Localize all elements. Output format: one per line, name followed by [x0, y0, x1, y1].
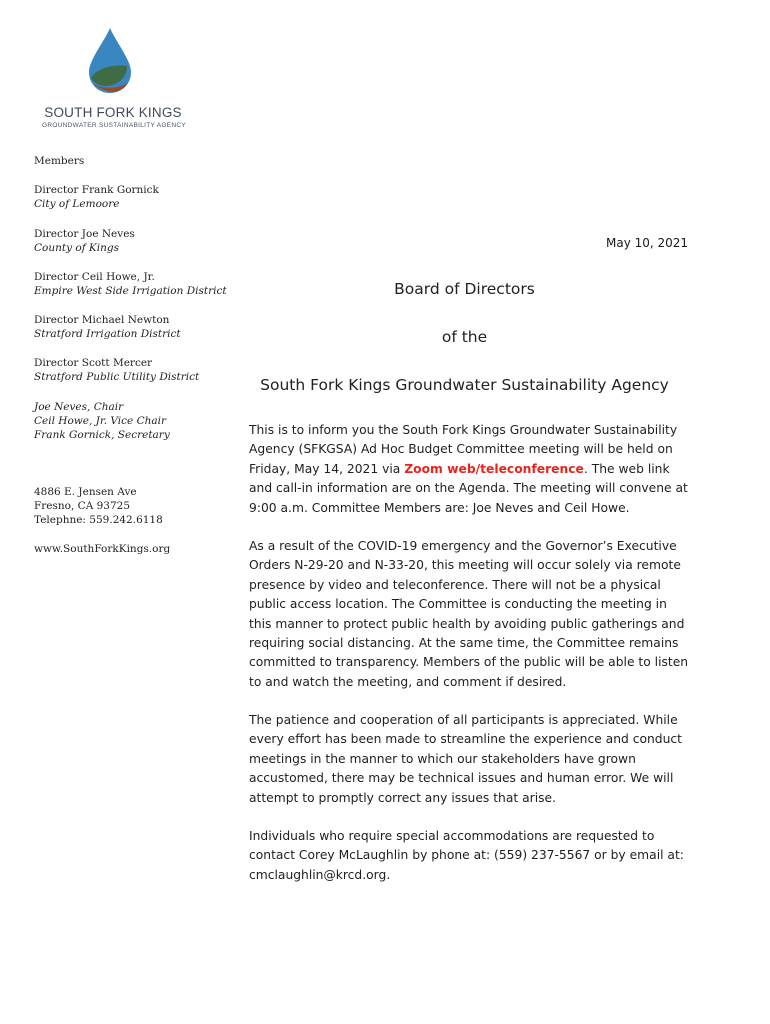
logo-name: SOUTH FORK KINGS	[44, 105, 182, 120]
paragraph-text: This is to inform you the South Fork Kings Groundwater Sustainability Agency (SFKGSA) Ad Hoc Budget Committee meeting will be held on Friday, May 14, 2021 via	[249, 423, 678, 476]
member-name: Director Joe Neves	[34, 228, 135, 240]
paragraph-covid: As a result of the COVID-19 emergency and the Governor’s Executive Orders N-29-20 and N-33-20, this meeting will occur solely via remote presence by video and teleconference. There will not be a physical public access location. The Committee is conducting the meeting in this manner to protect public health by avoiding public gatherings and requiring social distancing. At the same time, the Committee remains committed to transparency. Members of the public will be able to listen to and watch the meeting, and comment if desired.	[249, 539, 689, 689]
logo-subtitle: GROUNDWATER SUSTAINABILITY AGENCY	[41, 122, 186, 129]
title-line-of-the: of the	[441, 328, 488, 346]
zoom-link[interactable]: Zoom web/teleconference	[404, 461, 584, 476]
address-street: 4886 E. Jensen Ave	[34, 486, 137, 498]
member-role: City of Lemoore	[34, 198, 120, 210]
paragraph-patience: The patience and cooperation of all participants is appreciated. While every effort has been made to streamline the experience and conduct meetings in the manner to which our stakeholders have grown accustomed, there may be technical issues and human error. We will attempt to promptly correct any issues that arise.	[249, 713, 682, 805]
title-line-board: Board of Directors	[394, 280, 535, 298]
member-role: County of Kings	[34, 242, 119, 254]
member-name: Director Frank Gornick	[34, 184, 159, 196]
member-role: Empire West Side Irrigation District	[34, 285, 227, 297]
member-entry	[34, 183, 159, 211]
officers-list	[34, 400, 170, 442]
water-drop-logo-icon	[87, 28, 133, 94]
address-block	[34, 485, 163, 527]
members-heading: Members	[34, 155, 85, 167]
title-line-agency: South Fork Kings Groundwater Sustainability Agency	[260, 376, 669, 394]
member-name: Director Michael Newton	[34, 314, 170, 326]
paragraph-meeting-notice	[249, 421, 689, 518]
member-entry	[34, 227, 135, 255]
member-role: Stratford Irrigation District	[34, 328, 181, 340]
member-name: Director Ceil Howe, Jr.	[34, 271, 155, 283]
address-city: Fresno, CA 93725	[34, 500, 131, 512]
agency-logo	[30, 28, 190, 138]
officer-chair: Joe Neves, Chair	[34, 401, 124, 413]
member-entry	[34, 313, 181, 341]
member-entry	[34, 356, 199, 384]
member-entry	[34, 270, 227, 298]
paragraph-text: . The web link and call-in information are on the Agenda. The meeting will convene at 9:00 a.m. Committee Members are: Joe Neves and Ceil Howe.	[249, 461, 688, 515]
address-phone: Telephne: 559.242.6118	[34, 514, 163, 526]
member-name: Director Scott Mercer	[34, 357, 153, 369]
website-link[interactable]: www.SouthForkKings.org	[34, 543, 171, 555]
officer-vice-chair: Ceil Howe, Jr. Vice Chair	[34, 415, 167, 427]
officer-secretary: Frank Gornick, Secretary	[34, 429, 170, 441]
paragraph-accommodations: Individuals who require special accommodations are requested to contact Corey McLaughlin by phone at: (559) 237-5567 or by email at: cmclaughlin@krcd.org.	[249, 829, 684, 882]
letter-date: May 10, 2021	[606, 236, 689, 250]
member-role: Stratford Public Utility District	[34, 371, 200, 383]
